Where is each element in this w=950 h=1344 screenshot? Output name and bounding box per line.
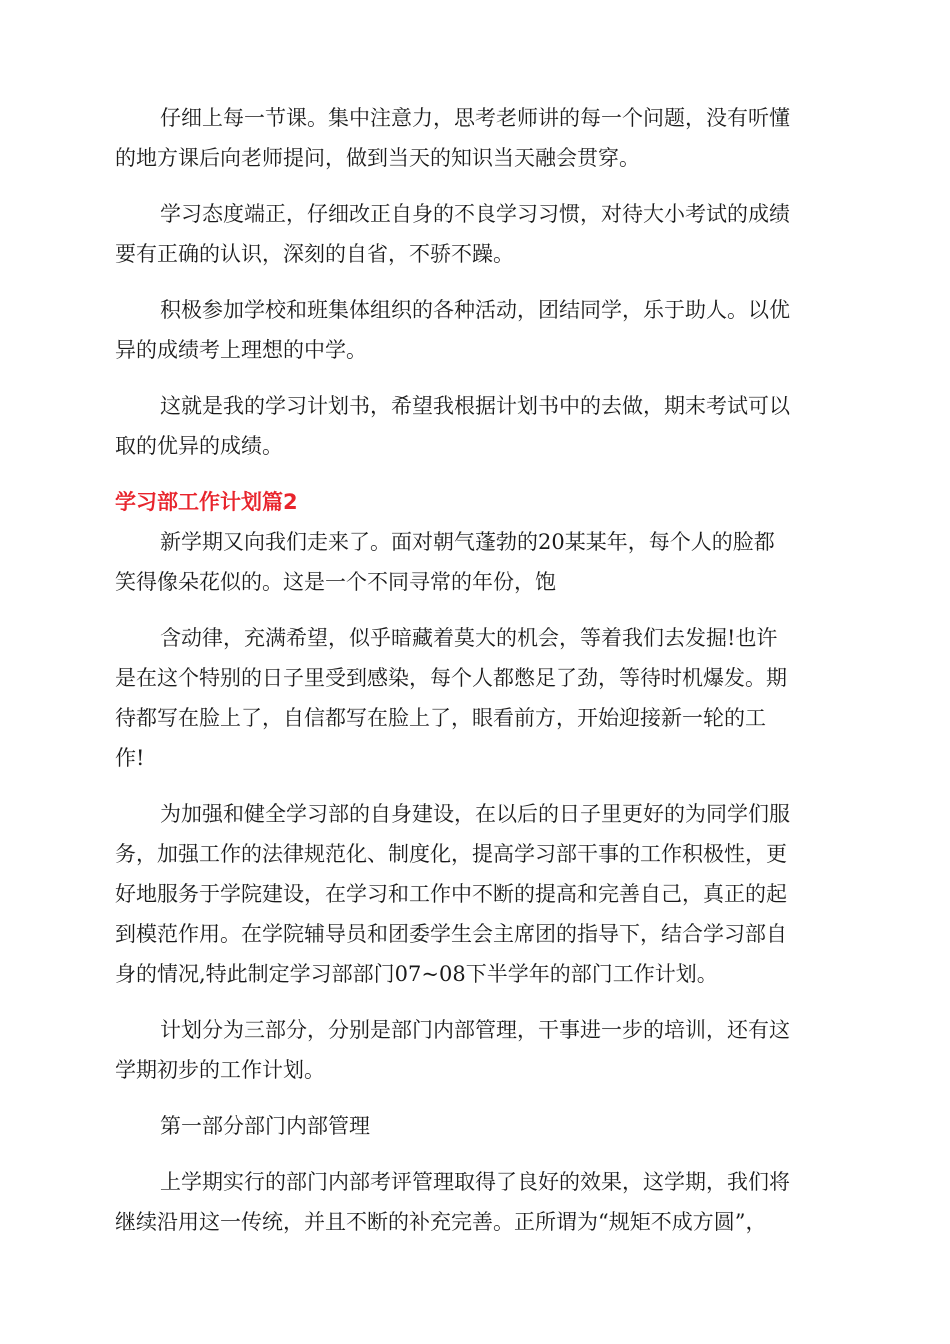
paragraph-line: 笑得像朵花似的。这是一个不同寻常的年份，饱 xyxy=(115,570,556,594)
paragraph xyxy=(115,522,835,602)
paragraph-line: 含动律，充满希望，似乎暗藏着莫大的机会，等着我们去发掘!也许 xyxy=(160,626,778,650)
paragraph xyxy=(115,98,835,178)
paragraphs-bottom xyxy=(115,522,835,1242)
paragraph-line: 务，加强工作的法律规范化、制度化，提高学习部干事的工作积极性，更 xyxy=(115,842,787,866)
section-heading: 学习部工作计划篇2 xyxy=(115,490,298,514)
paragraph-line: 第一部分部门内部管理 xyxy=(160,1114,370,1138)
paragraph-line: 好地服务于学院建设，在学习和工作中不断的提高和完善自己，真正的起 xyxy=(115,882,787,906)
paragraph-line: 待都写在脸上了，自信都写在脸上了，眼看前方，开始迎接新一轮的工 xyxy=(115,706,766,730)
paragraph-line: 继续沿用这一传统，并且不断的补充完善。正所谓为“规矩不成方圆”， xyxy=(115,1210,767,1234)
paragraph xyxy=(115,290,835,370)
paragraph-line: 新学期又向我们走来了。面对朝气蓬勃的20某某年，每个人的脸都 xyxy=(160,530,775,554)
paragraph-line: 为加强和健全学习部的自身建设，在以后的日子里更好的为同学们服 xyxy=(160,802,790,826)
document-page xyxy=(115,98,835,1258)
paragraph xyxy=(115,386,835,466)
paragraph-line: 计划分为三部分，分别是部门内部管理，干事进一步的培训，还有这 xyxy=(160,1018,790,1042)
paragraph xyxy=(115,194,835,274)
paragraph-line: 这就是我的学习计划书，希望我根据计划书中的去做，期末考试可以 xyxy=(160,394,790,418)
paragraph-line: 上学期实行的部门内部考评管理取得了良好的效果，这学期，我们将 xyxy=(160,1170,790,1194)
paragraph-line: 学习态度端正，仔细改正自身的不良学习习惯，对待大小考试的成绩 xyxy=(160,202,790,226)
paragraph xyxy=(115,794,835,994)
paragraph-line: 取的优异的成绩。 xyxy=(115,434,283,458)
paragraph-line: 到模范作用。在学院辅导员和团委学生会主席团的指导下，结合学习部自 xyxy=(115,922,787,946)
paragraph-line: 是在这个特别的日子里受到感染，每个人都憋足了劲，等待时机爆发。期 xyxy=(115,666,787,690)
paragraph-line: 作! xyxy=(115,746,145,770)
paragraph-line: 异的成绩考上理想的中学。 xyxy=(115,338,367,362)
paragraph-line: 积极参加学校和班集体组织的各种活动，团结同学，乐于助人。以优 xyxy=(160,298,790,322)
paragraph-line: 学期初步的工作计划。 xyxy=(115,1058,325,1082)
paragraph xyxy=(115,618,835,778)
paragraph xyxy=(115,1106,835,1146)
paragraph xyxy=(115,1010,835,1090)
paragraph-line: 的地方课后向老师提问，做到当天的知识当天融会贯穿。 xyxy=(115,146,640,170)
paragraph-line: 身的情况,特此制定学习部部门07~08下半学年的部门工作计划。 xyxy=(115,962,718,986)
paragraph xyxy=(115,1162,835,1242)
paragraph-line: 要有正确的认识，深刻的自省，不骄不躁。 xyxy=(115,242,514,266)
paragraphs-top xyxy=(115,98,835,466)
paragraph-line: 仔细上每一节课。集中注意力，思考老师讲的每一个问题，没有听懂 xyxy=(160,106,790,130)
